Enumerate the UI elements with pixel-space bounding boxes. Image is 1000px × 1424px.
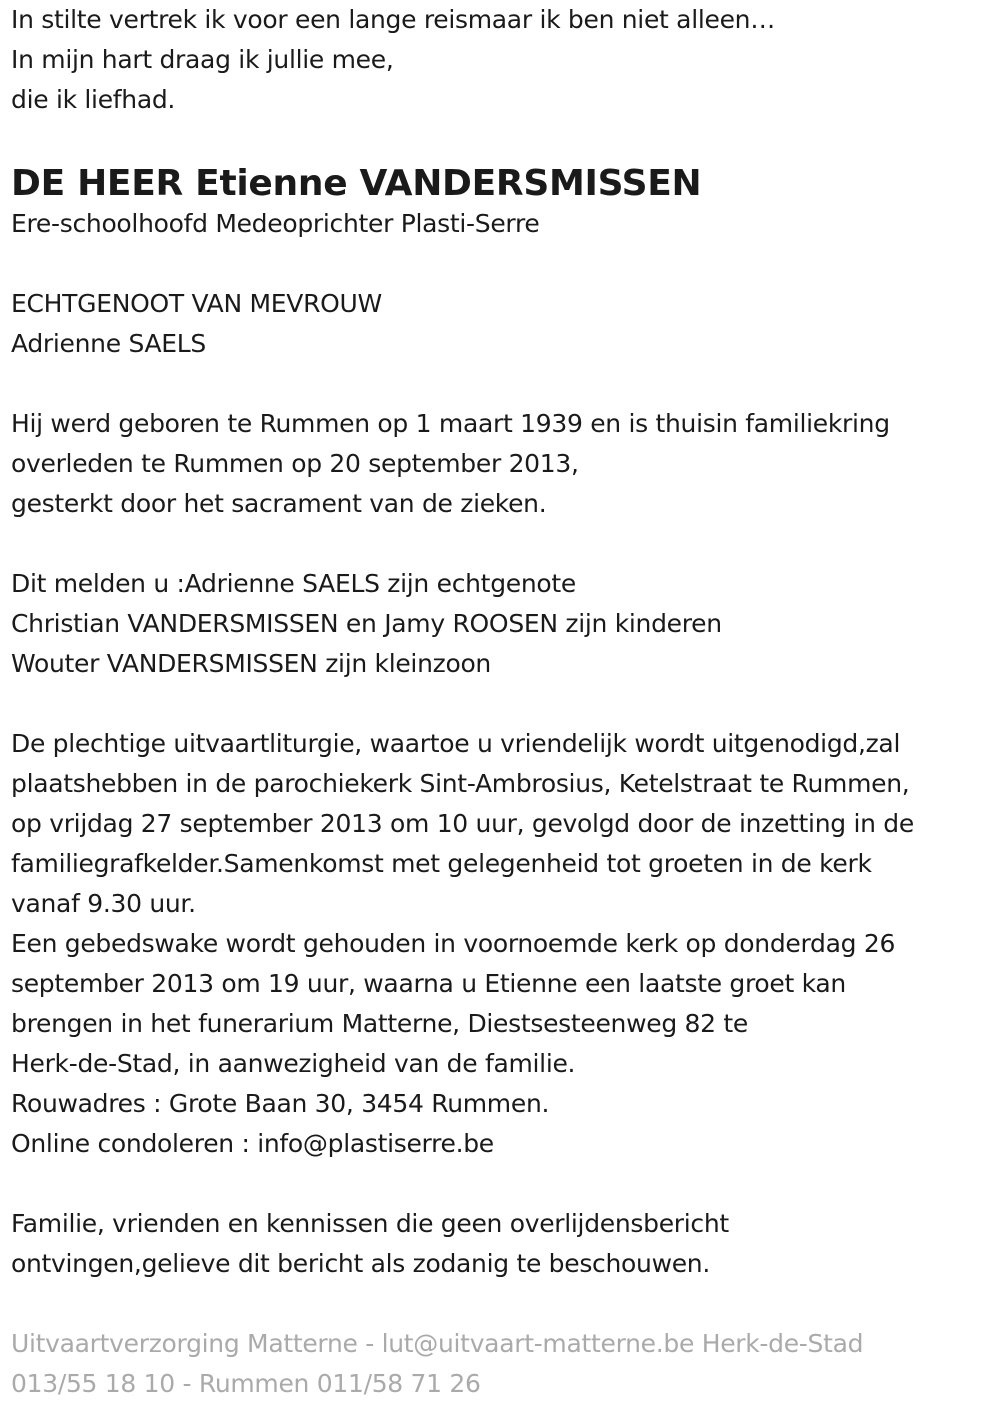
ceremony-line: De plechtige uitvaartliturgie, waartoe u vriendelijk wordt uitgenodigd,zal — [11, 729, 901, 758]
birth-death-line: Hij werd geboren te Rummen op 1 maart 1939 en is thuisin familiekring — [11, 409, 890, 438]
ceremony-section — [11, 724, 991, 1164]
online-condolence: Online condoleren : info@plastiserre.be — [11, 1129, 494, 1158]
footer-line: Uitvaartverzorging Matterne - lut@uitvaart-matterne.be Herk-de-Stad — [11, 1329, 864, 1358]
announcer-line: Christian VANDERSMISSEN en Jamy ROOSEN zijn kinderen — [11, 609, 722, 638]
spouse-name: Adrienne SAELS — [11, 329, 206, 358]
funeral-home-footer — [11, 1324, 991, 1404]
poem — [11, 0, 991, 120]
deceased-name: DE HEER Etienne VANDERSMISSEN — [11, 163, 702, 204]
announcers-section — [11, 564, 991, 684]
vigil-line: Een gebedswake wordt gehouden in voornoemde kerk op donderdag 26 — [11, 929, 896, 958]
birth-death-line: gesterkt door het sacrament van de zieken. — [11, 489, 547, 518]
closing-section — [11, 1204, 991, 1284]
poem-line: In stilte vertrek ik voor een lange reismaar ik ben niet alleen… — [11, 5, 775, 34]
announcer-line: Wouter VANDERSMISSEN zijn kleinzoon — [11, 649, 491, 678]
obituary-page — [11, 0, 991, 1404]
vigil-line: brengen in het funerarium Matterne, Diestsesteenweg 82 te — [11, 1009, 748, 1038]
spouse-heading: ECHTGENOOT VAN MEVROUW — [11, 289, 382, 318]
announcer-line: Dit melden u :Adrienne SAELS zijn echtgenote — [11, 569, 576, 598]
vigil-line: Herk-de-Stad, in aanwezigheid van de familie. — [11, 1049, 576, 1078]
ceremony-line: plaatshebben in de parochiekerk Sint-Ambrosius, Ketelstraat te Rummen, — [11, 769, 910, 798]
birth-death-line: overleden te Rummen op 20 september 2013, — [11, 449, 579, 478]
ceremony-line: familiegrafkelder.Samenkomst met gelegenheid tot groeten in de kerk — [11, 849, 872, 878]
footer-line: 013/55 18 10 - Rummen 011/58 71 26 — [11, 1369, 481, 1398]
ceremony-line: op vrijdag 27 september 2013 om 10 uur, gevolgd door de inzetting in de — [11, 809, 914, 838]
poem-line: In mijn hart draag ik jullie mee, — [11, 45, 394, 74]
mourning-address: Rouwadres : Grote Baan 30, 3454 Rummen. — [11, 1089, 550, 1118]
closing-line: ontvingen,gelieve dit bericht als zodanig te beschouwen. — [11, 1249, 710, 1278]
deceased-roles: Ere-schoolhoofd Medeoprichter Plasti-Serre — [11, 209, 540, 238]
poem-line: die ik liefhad. — [11, 85, 176, 114]
closing-line: Familie, vrienden en kennissen die geen overlijdensbericht — [11, 1209, 729, 1238]
spouse-section — [11, 284, 991, 364]
ceremony-line: vanaf 9.30 uur. — [11, 889, 196, 918]
birth-death-section — [11, 404, 991, 524]
vigil-line: september 2013 om 19 uur, waarna u Etienne een laatste groet kan — [11, 969, 846, 998]
